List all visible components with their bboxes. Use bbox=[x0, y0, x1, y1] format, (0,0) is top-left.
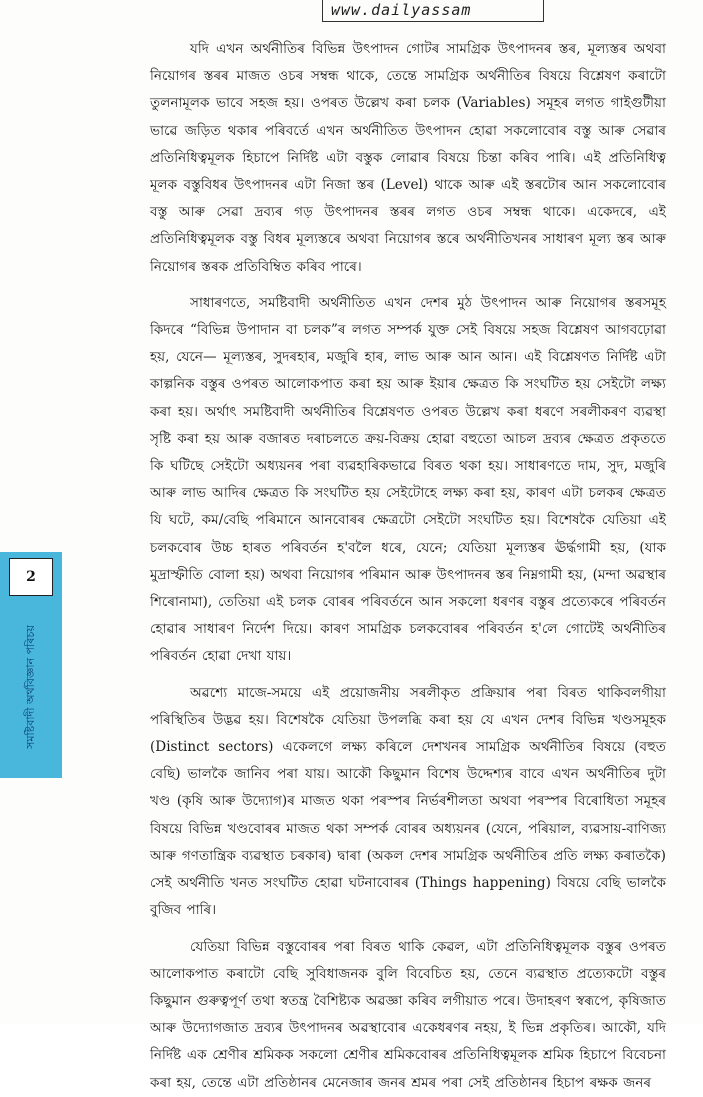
watermark: www.dailyassam bbox=[322, 0, 544, 22]
paragraph-2: সাধাৰণতে, সমষ্টিবাদী অৰ্থনীতিত এখন দেশৰ মুঠ উৎপাদন আৰু নিয়োগৰ স্তৰসমূহ কিদৰে “বিভিন্ন উপাদান বা চলক”ৰ লগত সম্পৰ্ক যুক্ত সেই বিষয়ে সহজ বিশ্লেষণ আগবঢ়োৱা হয়, যেনে— মূল্যস্তৰ, সুদৰহাৰ, মজুৰি হাৰ, লাভ আৰু আন আন। এই বিশ্লেষণত নিৰ্দিষ্ট এটা কাল্পনিক বস্তুৰ ওপৰত আলোকপাত কৰা হয় আৰু ইয়াৰ ক্ষেত্ৰত কি সংঘটিত হয় সেইটো লক্ষ্য কৰা হয়। অৰ্থাৎ সমষ্টিবাদী অৰ্থনীতিৰ বিশ্লেষণত ওপৰত উল্লেখ কৰা ধৰণে সৰলীকৰণ ব্যৱস্থা সৃষ্টি কৰা হয় আৰু বজাৰত দৰাচলতে ক্ৰয়-বিক্ৰয় হোৱা বহুতো আচল দ্ৰব্যৰ ক্ষেত্ৰত প্ৰকৃততে কি ঘটিছে সেইটো অধ্যয়নৰ পৰা ব্যৱহাৰিকভাৱে বিৰত থকা হয়। সাধাৰণতে দাম, সুদ, মজুৰি আৰু লাভ আদিৰ ক্ষেত্ৰত কি সংঘটিত হয় সেইটোহে লক্ষ্য কৰা হয়, কাৰণ এটা চলকৰ ক্ষেত্ৰত যি ঘটে, কম/বেছি পৰিমানে আনবোৰৰ ক্ষেত্ৰটো সেইটো সংঘটিত হয়। বিশেষকৈ যেতিয়া এই চলকবোৰ উচ্চ হাৰত পৰিবৰ্তন হ'বলৈ ধৰে, যেনে; যেতিয়া মূল্যস্তৰ ঊৰ্দ্ধগামী হয়, (যাক মুদ্ৰাস্ফীতি বোলা হয়) অথবা নিয়োগৰ পৰিমান আৰু উৎপাদনৰ স্তৰ নিম্নগামী হয়, (মন্দা অৱস্থাৰ শিৰোনামা), তেতিয়া এই চলক বোৰৰ পৰিবৰ্তনে আন সকলো ধৰণৰ বস্তুৰ প্ৰত্যেকৰে পৰিবৰ্তন হোৱাৰ সাধাৰণ নিৰ্দেশ দিয়ে। কাৰণ সামগ্ৰিক চলকবোৰৰ পৰিবৰ্তন হ'লে গোটেই অৰ্থনীতিৰ পৰিবৰ্তন হোৱা দেখা যায়। bbox=[150, 294, 666, 665]
chapter-sidebar-tab bbox=[0, 552, 62, 778]
paragraph-4: যেতিয়া বিভিন্ন বস্তুবোৰৰ পৰা বিৰত থাকি কেৱল, এটা প্ৰতিনিধিত্বমূলক বস্তুৰ ওপৰত আলোকপাত কৰাটো বেছি সুবিধাজনক বুলি বিবেচিত হয়, তেনে ব্যৱস্থাত প্ৰত্যেকটো বস্তুৰ কিছুমান গুৰুত্বপূৰ্ণ তথা স্বতন্ত্ৰ বৈশিষ্ট্যক অৱজ্ঞা কৰিব লগীয়াত পৰে। উদাহৰণ স্বৰূপে, কৃষিজাত আৰু উদ্যোগজাত দ্ৰব্যৰ উৎপাদনৰ অৱস্থাবোৰ একেধৰণৰ নহয়, ই ভিন্ন প্ৰকৃতিৰ। আকৌ, যদি নিৰ্দিষ্ট এক শ্ৰেণীৰ শ্ৰমিকক সকলো শ্ৰেণীৰ শ্ৰমিকবোৰৰ প্ৰতিনিধিত্বমূলক শ্ৰমিক হিচাপে বিবেচনা কৰা হয়, তেন্তে এটা প্ৰতিষ্ঠানৰ মেনেজাৰ জনৰ শ্ৰমৰ পৰা সেই প্ৰতিষ্ঠানৰ হিচাপ ৰক্ষক জনৰ bbox=[150, 938, 666, 1091]
body-text bbox=[150, 36, 666, 1097]
paragraph-3: অৱশ্যে মাজে-সময়ে এই প্ৰয়োজনীয় সৰলীকৃত প্ৰক্ৰিয়াৰ পৰা বিৰত থাকিবলগীয়া পৰিস্থিতিৰ উদ্ভৱ হয়। বিশেষকৈ যেতিয়া উপলব্ধি কৰা হয় যে এখন দেশৰ বিভিন্ন খণ্ডসমূহক (Distinct sectors) একেলগে লক্ষ্য কৰিলে দেশখনৰ সামগ্ৰিক অৰ্থনীতিৰ বিষয়ে (বহুত বেছি) ভালকৈ জানিব পৰা যায়। আকৌ কিছুমান বিশেষ উদ্দেশ্যৰ বাবে এখন অৰ্থনীতিৰ দুটা খণ্ড (কৃষি আৰু উদ্যোগ)ৰ মাজত থকা পৰস্পৰ নিৰ্ভৰশীলতা অথবা পৰস্পৰ বিৰোধিতা সমূহৰ বিষয়ে বিভিন্ন খণ্ডবোৰৰ মাজত থকা সম্পৰ্ক বোৰৰ অধ্যয়নৰ (যেনে, পৰিয়াল, ব্যৱসায়-বাণিজ্য আৰু গণতান্ত্ৰিক ব্যৱস্থাত চৰকাৰ) দ্বাৰা (অকল দেশৰ সামগ্ৰিক অৰ্থনীতিৰ প্ৰতি লক্ষ্য কৰাতকৈ) সেই অৰ্থনীতি খনত সংঘটিত হোৱা ঘটনাবোৰৰ (Things happening) বিষয়ে বেছি ভালকৈ বুজিব পাৰি। bbox=[150, 684, 666, 919]
paragraph-1: যদি এখন অৰ্থনীতিৰ বিভিন্ন উৎপাদন গোটৰ সামগ্ৰিক উৎপাদনৰ স্তৰ, মূল্যস্তৰ অথবা নিয়োগৰ স্তৰৰ মাজত ওচৰ সম্বন্ধ থাকে, তেন্তে সামগ্ৰিক অৰ্থনীতিৰ বিষয়ে বিশ্লেষণ কৰাটো তুলনামূলক ভাবে সহজ হয়। ওপৰত উল্লেখ কৰা চলক (Variables) সমূহৰ লগত গাইগুটীয়া ভাৱে জড়িত থকাৰ পৰিবৰ্তে এখন অৰ্থনীতিত উৎপাদন হোৱা সকলোবোৰ বস্তু আৰু সেৱাৰ প্ৰতিনিধিত্বমূলক হিচাপে নিৰ্দিষ্ট এটা বস্তুক লোৱাৰ বিষয়ে চিন্তা কৰিব পাৰি। এই প্ৰতিনিধিত্ব মূলক বস্তুবিধৰ উৎপাদনৰ এটা নিজা স্তৰ (Level) থাকে আৰু এই স্তৰটোৰ আন সকলোবোৰ বস্তু আৰু সেৱা দ্ৰব্যৰ গড় উৎপাদনৰ স্তৰৰ লগত ওচৰ সম্বন্ধ থাকে। একেদৰে, এই প্ৰতিনিধিত্বমূলক বস্তু বিধৰ মূল্যস্তৰে অথবা নিয়োগৰ স্তৰে অৰ্থনীতিখনৰ সাধাৰণ মূল্য স্তৰ আৰু নিয়োগৰ স্তৰক প্ৰতিবিম্বিত কৰিব পাৰে। bbox=[150, 41, 666, 275]
chapter-title: সমষ্টিবাদী অৰ্থবিজ্ঞান পৰিচয় bbox=[24, 625, 37, 749]
page-number: 2 bbox=[9, 558, 53, 596]
